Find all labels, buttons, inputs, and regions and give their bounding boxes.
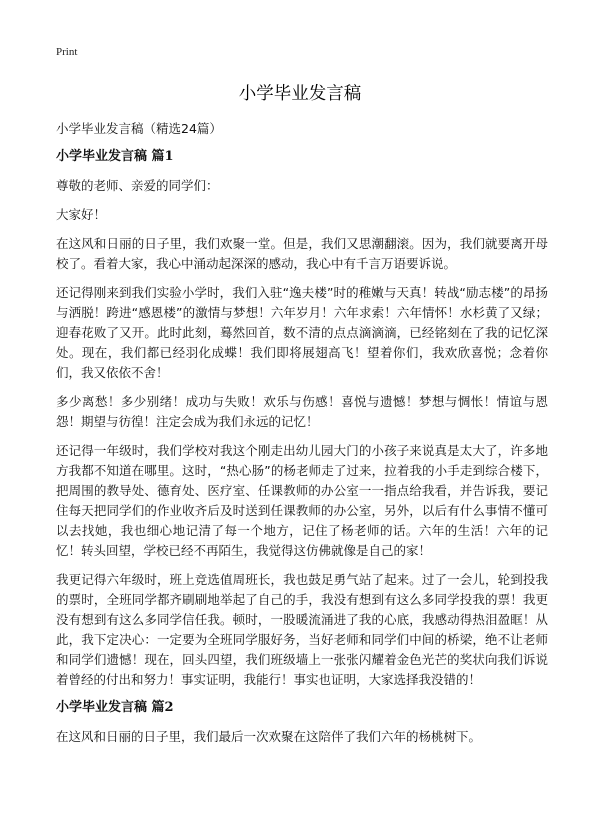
paragraph-salutation: 尊敬的老师、亲爱的同学们： [56,178,219,193]
page-title: 小学毕业发言稿 [238,84,362,104]
section-heading: 小学毕业发言稿 篇2 [56,700,174,715]
paragraph: 多少离愁！多少别绪！成功与失败！欢乐与伤感！喜悦与遗憾！梦想与惆怅！情谊与恩怨！期望与彷徨！注定会成为我们永远的记忆！ [56,394,548,429]
document-subtitle: 小学毕业发言稿（精选24篇） [56,121,222,136]
section-heading: 小学毕业发言稿 篇1 [56,149,174,164]
paragraph: 还记得一年级时，我们学校对我这个刚走出幼儿园大门的小孩子来说真是太大了，许多地方我都不知道在哪里。这时，“热心肠”的杨老师走了过来，拉着我的小手走到综合楼下，把周围的教导处、德育处、医疗室、任课教师的办公室一一指点给我看，并告诉我，要记住每天把同学们的作业收齐后及时送到任课教师的办公室，另外，以后有什么事情不懂可以去找她，我也细心地记清了每一个地方，记住了杨老师的话。六年的生活！六年的记忆！转头回望，学校已经不再陌生，我觉得这仿佛就像是自己的家！ [56,443,548,558]
paragraph: 我更记得六年级时，班上竞选值周班长，我也鼓足勇气站了起来。过了一会儿，轮到投我的票时，全班同学都齐刷刷地举起了自己的手，我没有想到有这么多同学投我的票！我更没有想到有这么多同学信任我。顿时，一股暖流涌进了我的心底，我感动得热泪盈眶！从此，我下定决心：一定要为全班同学服好务，当好老师和同学们中间的桥梁，绝不让老师和同学们遗憾！现在，回头四望，我们班级墙上一张张闪耀着金色光芒的奖状向我们诉说着曾经的付出和努力！事实证明，我能行！事实也证明，大家选择我没错的！ [56,572,548,687]
document-body [56,120,548,756]
print-link[interactable]: Print [56,46,78,58]
paragraph-greeting: 大家好！ [56,207,107,222]
paragraph: 在这风和日丽的日子里，我们欢聚一堂。但是，我们又思潮翻滚。因为，我们就要离开母校了。看着大家，我心中涌动起深深的感动，我心中有千言万语要诉说。 [56,236,548,271]
paragraph: 还记得刚来到我们实验小学时，我们入驻“逸夫楼”时的稚嫩与天真！转战“励志楼”的昂扬与洒脱！跨进“感恩楼”的激情与梦想！六年岁月！六年求索！六年情怀！水杉黄了又绿；迎春花败了又开。此时此刻，蓦然回首，数不清的点点滴滴滴，已经铭刻在了我的记忆深处。现在，我们都已经羽化成蝶！我们即将展翅高飞！望着你们，我欢欣喜悦；念着你们，我又依依不舍！ [56,285,548,380]
paragraph: 在这风和日丽的日子里，我们最后一次欢聚在这陪伴了我们六年的杨桃树下。 [56,729,482,744]
